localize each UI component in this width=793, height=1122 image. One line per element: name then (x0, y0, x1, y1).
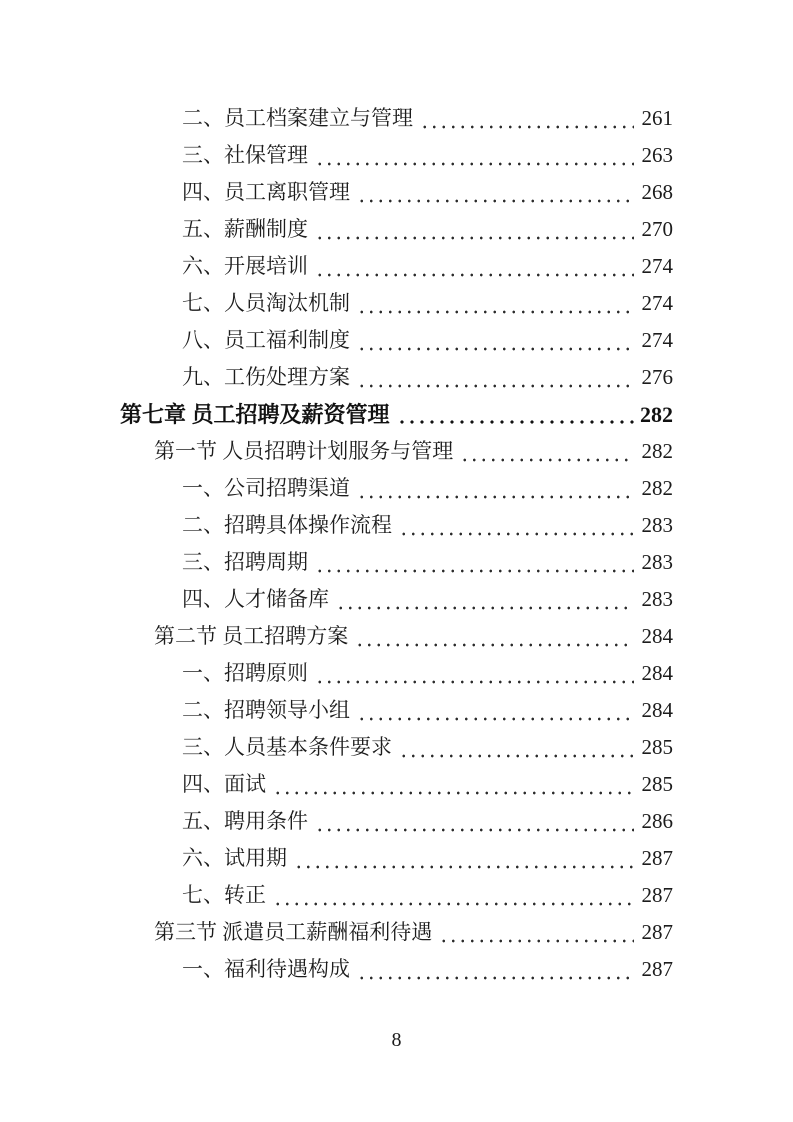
toc-entry-label: 八、员工福利制度 (182, 328, 350, 352)
toc-entry-label: 二、招聘具体操作流程 (182, 513, 392, 537)
dot-leader (357, 951, 634, 988)
dot-leader (315, 248, 634, 285)
dot-leader (315, 137, 634, 174)
dot-leader (357, 285, 634, 322)
toc-row (182, 729, 673, 766)
toc-entry-page: 283 (641, 513, 673, 537)
dot-leader (399, 507, 634, 544)
toc-row (182, 655, 673, 692)
toc-row (182, 100, 673, 137)
toc-entry-page: 282 (641, 439, 673, 463)
toc-entry-page: 286 (641, 809, 673, 833)
toc-row (182, 470, 673, 507)
toc-entry-page: 285 (641, 772, 673, 796)
dot-leader (357, 359, 634, 396)
toc-entry-label: 六、开展培训 (182, 254, 308, 278)
toc-entry-label: 第二节 员工招聘方案 (154, 624, 349, 648)
toc-entry-label: 四、员工离职管理 (182, 180, 350, 204)
dot-leader (315, 655, 634, 692)
dot-leader (336, 581, 634, 618)
toc-entry-label: 三、社保管理 (182, 143, 308, 167)
toc-row (182, 211, 673, 248)
toc-row (120, 396, 673, 433)
dot-leader (399, 729, 634, 766)
toc-entry-label: 五、聘用条件 (182, 809, 308, 833)
dot-leader (397, 396, 634, 433)
toc-row (182, 359, 673, 396)
toc-entry-label: 四、人才储备库 (182, 587, 329, 611)
toc-entry-page: 276 (641, 365, 673, 389)
toc-entry-page: 284 (641, 661, 673, 685)
toc-row (154, 618, 673, 655)
dot-leader (315, 211, 634, 248)
toc-entry-label: 一、招聘原则 (182, 661, 308, 685)
dot-leader (420, 100, 634, 137)
toc-entry-label: 九、工伤处理方案 (182, 365, 350, 389)
toc-list (120, 100, 673, 988)
toc-entry-label: 六、试用期 (182, 846, 287, 870)
toc-row (182, 692, 673, 729)
dot-leader (357, 174, 634, 211)
toc-entry-page: 287 (641, 846, 673, 870)
toc-entry-page: 287 (641, 957, 673, 981)
toc-entry-page: 285 (641, 735, 673, 759)
dot-leader (439, 914, 634, 951)
toc-entry-label: 一、福利待遇构成 (182, 957, 350, 981)
dot-leader (273, 877, 634, 914)
toc-entry-page: 263 (641, 143, 673, 167)
dot-leader (315, 803, 634, 840)
toc-entry-page: 284 (641, 624, 673, 648)
toc-row (182, 544, 673, 581)
page-number: 8 (391, 1029, 402, 1051)
toc-entry-page: 274 (641, 328, 673, 352)
dot-leader (460, 433, 634, 470)
toc-row (182, 174, 673, 211)
toc-entry-page: 283 (641, 587, 673, 611)
toc-entry-page: 284 (641, 698, 673, 722)
toc-entry-page: 282 (641, 476, 673, 500)
toc-entry-page: 287 (641, 920, 673, 944)
toc-row (182, 248, 673, 285)
toc-entry-label: 四、面试 (182, 772, 266, 796)
dot-leader (357, 470, 634, 507)
toc-entry-label: 七、转正 (182, 883, 266, 907)
dot-leader (357, 322, 634, 359)
toc-row (182, 840, 673, 877)
toc-entry-label: 二、员工档案建立与管理 (182, 106, 413, 130)
toc-entry-page: 270 (641, 217, 673, 241)
toc-entry-label: 三、招聘周期 (182, 550, 308, 574)
toc-entry-page: 274 (641, 291, 673, 315)
toc-entry-label: 第三节 派遣员工薪酬福利待遇 (154, 920, 433, 944)
toc-entry-page: 268 (641, 180, 673, 204)
toc-entry-page: 282 (640, 402, 673, 427)
dot-leader (273, 766, 634, 803)
toc-row (182, 877, 673, 914)
toc-row (182, 137, 673, 174)
toc-row (182, 581, 673, 618)
toc-row (182, 285, 673, 322)
dot-leader (315, 544, 634, 581)
toc-entry-page: 261 (641, 106, 673, 130)
toc-entry-label: 五、薪酬制度 (182, 217, 308, 241)
toc-entry-label: 第一节 人员招聘计划服务与管理 (154, 439, 454, 463)
toc-entry-label: 第七章 员工招聘及薪资管理 (120, 402, 390, 427)
toc-row (182, 766, 673, 803)
dot-leader (357, 692, 634, 729)
toc-row (182, 951, 673, 988)
toc-entry-page: 287 (641, 883, 673, 907)
toc-row (182, 322, 673, 359)
toc-row (154, 433, 673, 470)
toc-entry-page: 283 (641, 550, 673, 574)
toc-row (154, 914, 673, 951)
dot-leader (355, 618, 634, 655)
toc-entry-label: 二、招聘领导小组 (182, 698, 350, 722)
toc-entry-page: 274 (641, 254, 673, 278)
toc-entry-label: 三、人员基本条件要求 (182, 735, 392, 759)
toc-row (182, 507, 673, 544)
toc-entry-label: 七、人员淘汰机制 (182, 291, 350, 315)
toc-entry-label: 一、公司招聘渠道 (182, 476, 350, 500)
toc-row (182, 803, 673, 840)
dot-leader (294, 840, 634, 877)
